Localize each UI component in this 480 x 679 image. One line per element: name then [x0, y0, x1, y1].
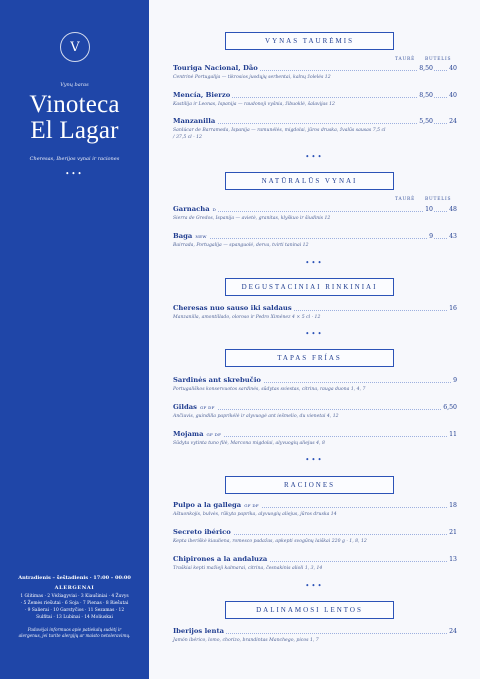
- item-name: Manzanilla: [173, 117, 216, 125]
- section-title-natural-wines: NATŪRALŪS VYNAI: [225, 172, 394, 190]
- section-title-tasting-sets: DEGUSTACINIAI RINKINIAI: [225, 278, 394, 296]
- price-glass: 8,50: [419, 65, 433, 72]
- price: 6,50: [443, 404, 457, 411]
- menu-item: [173, 64, 457, 81]
- item-name: Pulpo a la gallega GF DF: [173, 501, 259, 509]
- item-description: Kepta iberiškė kiauliena, romesco padažas, apkepti svogūnų laiškai 220 g · 1, 8, 12: [173, 539, 367, 544]
- item-name: Chipirones a la andaluza: [173, 555, 268, 563]
- item-name: Mencía, Bierzo: [173, 91, 231, 99]
- price: 16: [449, 305, 457, 312]
- left-sidebar: [0, 0, 149, 679]
- price-glass: 10: [425, 206, 433, 213]
- price-bottle: 43: [449, 233, 457, 240]
- menu-item: [173, 376, 457, 393]
- item-description: Sanlúcar de Barrameda, Ispanija — ramunėlės, migdolai, jūros druska, žvalūs sausas 7,5 cl / 37,5 cl · 12: [173, 128, 386, 140]
- menu-item: [173, 528, 457, 545]
- section-divider: •••: [305, 153, 324, 161]
- brand-divider: •••: [65, 170, 84, 178]
- brand-title: [0, 92, 149, 145]
- price: 24: [449, 628, 457, 635]
- item-description: Centrinė Portugalija — tikrosios juodųjų serbentai, kalnų žolelės 12: [173, 75, 331, 80]
- item-tag: GF DF: [244, 503, 259, 508]
- menu-item: [173, 232, 457, 249]
- section-divider: •••: [305, 259, 324, 267]
- item-tag: NEW: [195, 234, 207, 239]
- logo-letter: V: [70, 39, 80, 55]
- price: 9: [453, 377, 457, 384]
- allergen-list: 1 Glitimas · 2 Vėžiagyviai · 3 Kiaušiniai · 4 Žuvys · 5 Žemės riešutai · 6 Soja · 7 Pienas · 8 Riešutai · 9 Salierai · 10 Garstyčios · 11 Sezamas · 12 Sulfitai · 13 Lubinai · 14 Moliuskai: [20, 594, 129, 621]
- section-divider: •••: [305, 330, 324, 338]
- price-header-bottle: BUTELIS: [425, 197, 452, 202]
- item-tag: GF DF: [206, 432, 222, 437]
- price: 11: [449, 431, 457, 438]
- menu-main: [149, 0, 480, 679]
- section-title-wine-by-glass: VYNAS TAURĖMIS: [225, 32, 394, 50]
- item-name: Touriga Nacional, Dão: [173, 64, 258, 72]
- item-name: Mojama GF DF: [173, 430, 222, 438]
- logo-emblem: [60, 32, 90, 62]
- price-glass: 9: [429, 233, 433, 240]
- item-description: Manzanilla, amontillado, oloroso ir Pedro Ximénez 4 × 5 cl · 12: [173, 315, 321, 320]
- price-bottle: 48: [449, 206, 457, 213]
- item-description: Sierra de Gredos, Ispanija — avietė, granitas, klyškuo ir šiudinis 12: [173, 216, 331, 221]
- item-description: Portugališkos konservuotos sardinės, sūdytas sviestas, citrina, rauga duona 1, 4, 7: [173, 387, 366, 392]
- logo-label: Vynų baras: [60, 82, 89, 88]
- item-description: Sūdyta vytinta tuno filė, Marcona migdolai, alyvuogių aliejus 4, 8: [173, 441, 325, 446]
- menu-item: [173, 304, 457, 321]
- item-name: Sardinės ant skrebučio: [173, 376, 261, 384]
- section-title-tapas-frias: TAPAS FRÍAS: [225, 349, 394, 367]
- item-name: Baga NEW: [173, 232, 207, 240]
- menu-item: [173, 430, 457, 447]
- brand-title-line-1: Vinoteca: [29, 91, 120, 118]
- item-name: Gildas GF DF: [173, 403, 215, 411]
- allergen-note: Padavėjai informuos apie patiekalų sudėtį ir alergenus, jei turite alergijų ar maisto netoleravimų.: [18, 627, 131, 639]
- item-tag: GF DF: [199, 405, 215, 410]
- dot-leader: [173, 238, 457, 239]
- price-bottle: 40: [449, 92, 457, 99]
- brand-title-line-2: El Lagar: [30, 117, 119, 145]
- item-tag: D: [212, 207, 217, 212]
- price: 21: [449, 529, 457, 536]
- price: 13: [449, 556, 457, 563]
- section-title-sharing-boards: DALINAMOSI LENTOS: [225, 601, 394, 619]
- price-glass: 5,50: [419, 118, 433, 125]
- menu-item: [173, 501, 457, 518]
- price-bottle: 24: [449, 118, 457, 125]
- menu-item: [173, 627, 457, 644]
- price: 18: [449, 502, 457, 509]
- allergen-title: ALERGENAI: [54, 585, 95, 591]
- price-bottle: 40: [449, 65, 457, 72]
- item-name: Secreto ibérico: [173, 528, 231, 536]
- menu-item: [173, 117, 457, 141]
- item-name: Cheresas nuo sauso iki saldaus: [173, 304, 292, 312]
- price-header-bottle: BUTELIS: [425, 57, 452, 62]
- item-name: Garnacha D: [173, 205, 217, 213]
- price-glass: 8,50: [419, 92, 433, 99]
- item-description: Ančiuvis, guindilla paprikėlė ir alyvuogė ant iešmelio, du vienetai 4, 12: [173, 414, 339, 419]
- item-name: Iberijos lenta: [173, 627, 224, 635]
- item-description: Kastilija ir Leonas, Ispanija — raudonoji vyšnia, žibuoklė, šalavijas 12: [173, 102, 335, 107]
- item-description: Traškiai kepti mažieji kalmarai, citrina, česnakinis alioli 1, 3, 14: [173, 566, 323, 571]
- section-divider: •••: [305, 582, 324, 590]
- price-header-glass: TAURĖ: [395, 197, 416, 202]
- menu-item: [173, 205, 457, 222]
- opening-hours: Antradienis – šeštadienis · 17:00 – 00:00: [18, 575, 131, 581]
- section-divider: •••: [305, 456, 324, 464]
- menu-item: [173, 403, 457, 420]
- section-title-raciones: RACIONES: [225, 476, 394, 494]
- sidebar-info: [0, 575, 149, 639]
- item-description: Jamón ibérico, lomo, chorizo, brandintas Manchego, picos 1, 7: [173, 638, 319, 643]
- menu-item: [173, 91, 457, 108]
- item-description: Bairrada, Portugalija — spanguolė, derva, tvirti taninai 12: [173, 243, 309, 248]
- price-header-glass: TAURĖ: [395, 57, 416, 62]
- brand-subtitle: Cheresas, Iberijos vynai ir raciones: [29, 156, 120, 162]
- menu-item: [173, 555, 457, 572]
- item-description: Aštuonkojis, bulvės, rūkyta paprika, alyvuogių aliejus, jūros druska 14: [173, 512, 337, 517]
